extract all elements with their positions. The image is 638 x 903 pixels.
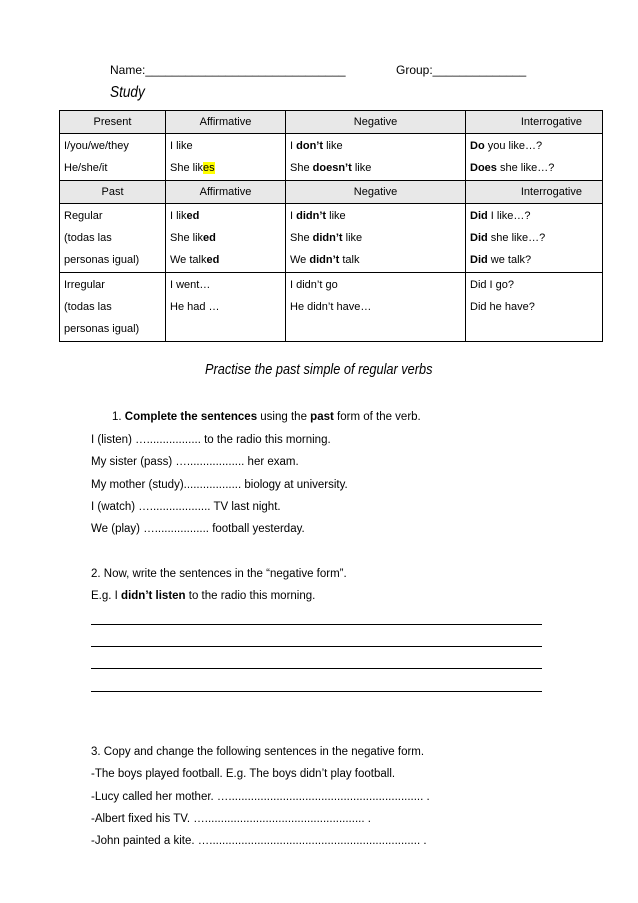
present-header-row bbox=[60, 111, 603, 134]
irregular-interrogative bbox=[466, 273, 603, 342]
text: E.g. I bbox=[91, 590, 122, 602]
group-field-label: Group:______________ bbox=[396, 63, 527, 77]
header-past: Past bbox=[60, 181, 166, 204]
text: like bbox=[351, 162, 372, 174]
exercise-3-item: -Albert fixed his TV. ….................................................. . bbox=[91, 813, 371, 825]
exercise-2-instruction: 2. Now, write the sentences in the “negative form”. bbox=[91, 568, 347, 580]
answer-line bbox=[91, 624, 542, 625]
text: like bbox=[323, 140, 343, 152]
text: personas igual) bbox=[64, 323, 140, 335]
bold-text: didn’t bbox=[312, 232, 343, 244]
text: you like…? bbox=[484, 140, 543, 152]
exercise-3-item: -The boys played football. E.g. The boys didn’t play football. bbox=[91, 768, 396, 780]
text: I didn’t go bbox=[290, 279, 338, 291]
header-negative: Negative bbox=[286, 181, 466, 204]
text: I bbox=[290, 140, 297, 152]
regular-affirmative bbox=[166, 204, 286, 273]
header-negative: Negative bbox=[286, 111, 466, 134]
text: form of the verb. bbox=[333, 411, 421, 423]
text: Did I go? bbox=[470, 279, 515, 291]
header-affirmative: Affirmative bbox=[166, 111, 286, 134]
bold-text: Did bbox=[470, 210, 488, 222]
irregular-label bbox=[60, 273, 166, 342]
exercise-3-instruction: 3. Copy and change the following sentences in the negative form. bbox=[91, 746, 425, 758]
text: Regular bbox=[64, 210, 103, 222]
text: she like…? bbox=[487, 232, 546, 244]
exercise-3-item: -Lucy called her mother. …............................................................. . bbox=[91, 791, 430, 803]
text bbox=[170, 227, 281, 249]
text bbox=[290, 205, 461, 227]
irregular-row bbox=[60, 273, 603, 342]
study-title: Study bbox=[110, 84, 145, 101]
bold-text: didn’t bbox=[296, 210, 327, 222]
text bbox=[170, 249, 281, 271]
bold-text: Does bbox=[470, 162, 497, 174]
bold-text: Did bbox=[470, 232, 488, 244]
present-negative bbox=[286, 134, 466, 181]
highlighted-ending: es bbox=[203, 162, 215, 174]
present-aff-1: I like bbox=[170, 140, 193, 152]
present-row-group bbox=[60, 134, 603, 181]
bold-text: didn’t bbox=[309, 254, 340, 266]
text: I went… bbox=[170, 279, 211, 291]
bold-text: Did bbox=[470, 254, 488, 266]
text: we talk? bbox=[487, 254, 532, 266]
text: to the radio this morning. bbox=[185, 590, 316, 602]
name-field-label: Name:______________________________ bbox=[110, 63, 346, 77]
text: He didn’t have… bbox=[290, 301, 372, 313]
text: 1. bbox=[112, 411, 125, 423]
bold-text: ed bbox=[206, 254, 220, 266]
text: Irregular bbox=[64, 279, 105, 291]
bold-text: doesn’t bbox=[312, 162, 352, 174]
text bbox=[170, 205, 281, 227]
answer-line bbox=[91, 691, 542, 692]
present-aff-2 bbox=[170, 157, 281, 179]
text: She bbox=[290, 162, 313, 174]
text: using the bbox=[257, 411, 311, 423]
text: Did he have? bbox=[470, 301, 535, 313]
exercise-1-item: My mother (study).................. biology at university. bbox=[91, 479, 348, 491]
text: talk bbox=[339, 254, 360, 266]
text: We talk bbox=[170, 254, 207, 266]
regular-interrogative bbox=[466, 204, 603, 273]
header-interrogative: Interrogative bbox=[466, 111, 603, 134]
text: she like…? bbox=[496, 162, 555, 174]
text bbox=[290, 249, 461, 271]
text bbox=[290, 227, 461, 249]
exercise-1-instruction bbox=[112, 411, 421, 423]
header-present: Present bbox=[60, 111, 166, 134]
present-affirmative bbox=[166, 134, 286, 181]
text: personas igual) bbox=[64, 254, 140, 266]
text: I lik bbox=[170, 210, 187, 222]
text: (todas las bbox=[64, 301, 112, 313]
present-int-2 bbox=[470, 157, 598, 179]
text: We bbox=[290, 254, 310, 266]
regular-negative bbox=[286, 204, 466, 273]
text: (todas las bbox=[64, 232, 112, 244]
bold-text: don’t bbox=[296, 140, 324, 152]
grammar-table bbox=[59, 110, 603, 342]
exercise-1-item: My sister (pass) ….................. her exam. bbox=[91, 456, 299, 468]
exercise-1-item: I (listen) …................. to the radio this morning. bbox=[91, 434, 331, 446]
text bbox=[470, 227, 598, 249]
bold-text: ed bbox=[186, 210, 200, 222]
present-interrogative bbox=[466, 134, 603, 181]
regular-row bbox=[60, 204, 603, 273]
text bbox=[470, 249, 598, 271]
answer-line bbox=[91, 646, 542, 647]
present-neg-1 bbox=[290, 135, 461, 157]
present-subjects bbox=[60, 134, 166, 181]
regular-label bbox=[60, 204, 166, 273]
text: He had … bbox=[170, 301, 220, 313]
present-neg-2 bbox=[290, 157, 461, 179]
irregular-negative bbox=[286, 273, 466, 342]
exercise-1-item: We (play) …................. football yesterday. bbox=[91, 523, 305, 535]
text: She lik bbox=[170, 232, 204, 244]
text: like bbox=[326, 210, 346, 222]
bold-text: Complete the sentences bbox=[124, 411, 258, 423]
bold-text: ed bbox=[203, 232, 216, 244]
header-interrogative: Interrogative bbox=[466, 181, 603, 204]
practice-title: Practise the past simple of regular verbs bbox=[205, 361, 433, 378]
text: I bbox=[290, 210, 297, 222]
answer-line bbox=[91, 668, 542, 669]
exercise-1-item: I (watch) …................... TV last night. bbox=[91, 501, 281, 513]
present-aff-2-stem: She lik bbox=[170, 162, 204, 174]
bold-text: Do bbox=[470, 140, 485, 152]
text: I like…? bbox=[487, 210, 531, 222]
subject-singular: He/she/it bbox=[64, 162, 108, 174]
text: like bbox=[342, 232, 363, 244]
text: She bbox=[290, 232, 313, 244]
present-int-1 bbox=[470, 135, 598, 157]
header-affirmative: Affirmative bbox=[166, 181, 286, 204]
bold-text: past bbox=[310, 411, 334, 423]
exercise-2-example bbox=[91, 590, 315, 602]
bold-text: didn’t listen bbox=[121, 590, 186, 602]
text bbox=[470, 205, 598, 227]
exercise-3-item: -John painted a kite. ….................................................................. . bbox=[91, 835, 427, 847]
past-header-row bbox=[60, 181, 603, 204]
subject-plural: I/you/we/they bbox=[64, 140, 129, 152]
irregular-affirmative bbox=[166, 273, 286, 342]
